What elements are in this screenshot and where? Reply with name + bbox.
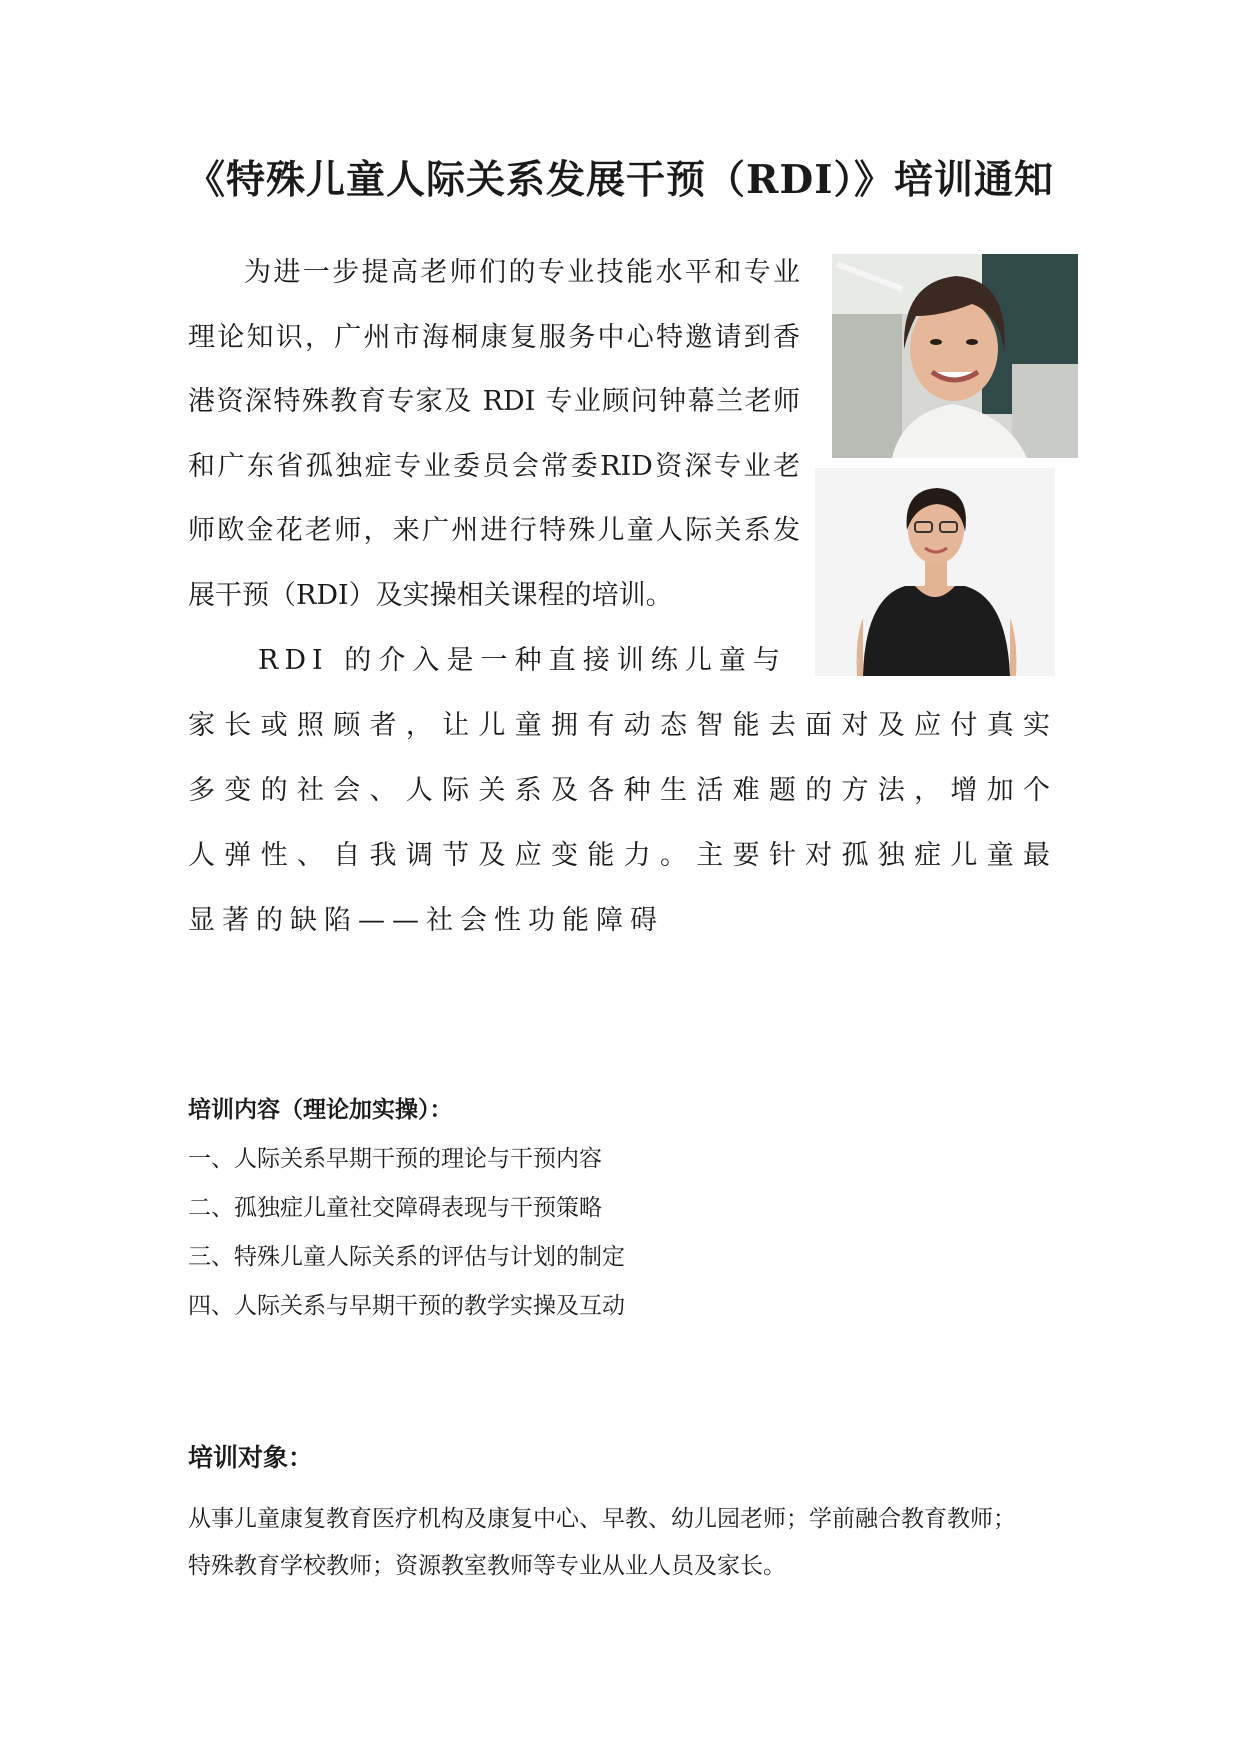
content-item: 四、人际关系与早期干预的教学实操及互动: [188, 1293, 625, 1319]
audience-heading: 培训对象：: [188, 1443, 314, 1472]
intro-line: 港资深特殊教育专家及 RDI 专业顾问钟幕兰老师: [188, 386, 800, 417]
audience-line: 从事儿童康复教育医疗机构及康复中心、早教、幼儿园老师；学前融合教育教师；: [188, 1506, 1016, 1532]
rdi-line: 家长或照顾者，让儿童拥有动态智能去面对及应付真实: [188, 710, 1050, 741]
rdi-line: 人弹性、自我调节及应变能力。主要针对孤独症儿童最: [188, 840, 1050, 871]
page-title: 《特殊儿童人际关系发展干预（RDI）》培训通知: [186, 157, 1054, 203]
intro-line: 展干预（RDI）及实操相关课程的培训。: [188, 580, 673, 611]
audience-line: 特殊教育学校教师；资源教室教师等专业从业人员及家长。: [188, 1553, 786, 1579]
rdi-line: 显著的缺陷——社会性功能障碍: [188, 905, 664, 936]
content-item: 一、人际关系早期干预的理论与干预内容: [188, 1146, 602, 1172]
content-item: 三、特殊儿童人际关系的评估与计划的制定: [188, 1244, 625, 1270]
intro-line: 和广东省孤独症专业委员会常委RID资深专业老: [188, 451, 800, 482]
content-heading: 培训内容（理论加实操）：: [188, 1096, 453, 1123]
intro-line: 理论知识，广州市海桐康复服务中心特邀请到香: [188, 322, 800, 353]
teacher-portrait-photo: [832, 254, 1078, 458]
intro-line: 师欧金花老师，来广州进行特殊儿童人际关系发: [188, 515, 800, 546]
teacher-portrait-photo: [815, 468, 1055, 676]
intro-line: 为进一步提高老师们的专业技能水平和专业: [244, 257, 800, 288]
content-item: 二、孤独症儿童社交障碍表现与干预策略: [188, 1195, 602, 1221]
rdi-line: 多变的社会、人际关系及各种生活难题的方法，增加个: [188, 775, 1050, 806]
rdi-line: RDI 的介入是一种直接训练儿童与: [258, 645, 786, 676]
